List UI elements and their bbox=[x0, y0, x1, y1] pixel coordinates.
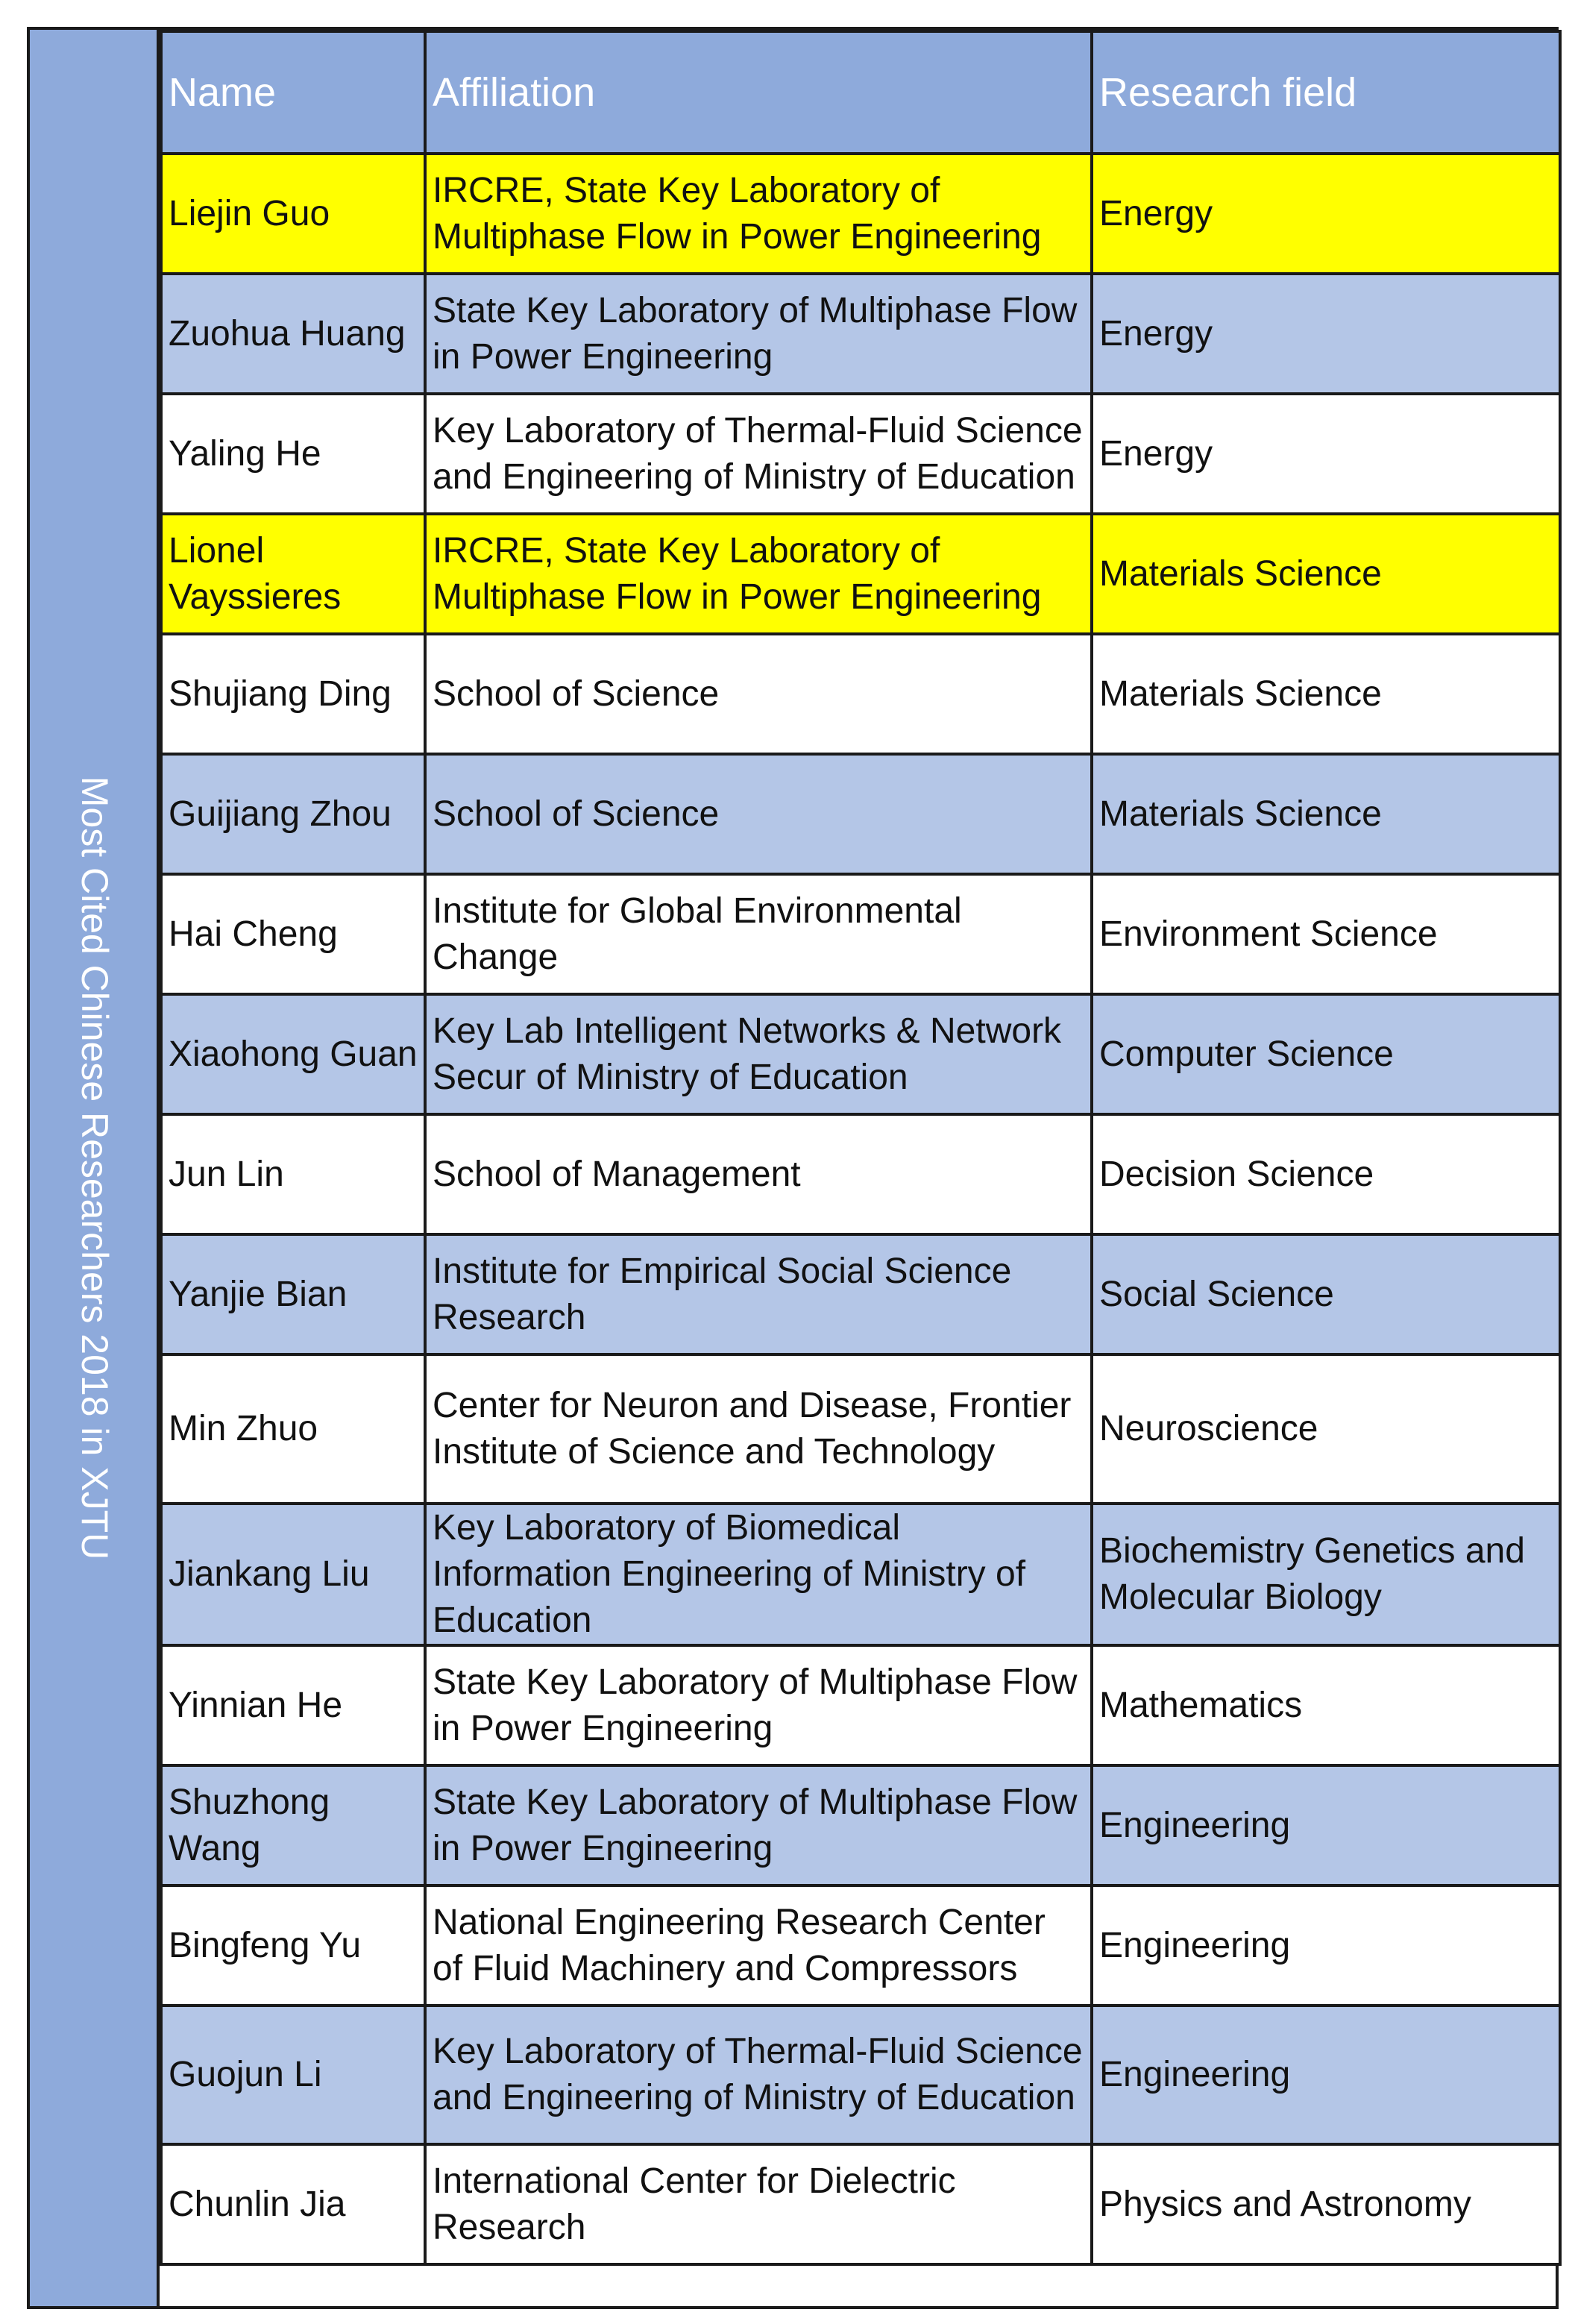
cell-affiliation: Key Laboratory of Biomedical Information Engineering of Ministry of Education bbox=[425, 1504, 1092, 1645]
table-row bbox=[161, 1885, 1560, 2006]
cell-research-field: Neuroscience bbox=[1092, 1354, 1560, 1504]
cell-research-field: Engineering bbox=[1092, 2006, 1560, 2144]
cell-affiliation: School of Science bbox=[425, 754, 1092, 874]
cell-research-field: Computer Science bbox=[1092, 994, 1560, 1114]
cell-research-field: Energy bbox=[1092, 394, 1560, 514]
table-row bbox=[161, 2144, 1560, 2264]
cell-research-field: Mathematics bbox=[1092, 1645, 1560, 1765]
cell-affiliation: Center for Neuron and Disease, Frontier Institute of Science and Technology bbox=[425, 1354, 1092, 1504]
cell-name: Liejin Guo bbox=[161, 154, 425, 274]
header-name: Name bbox=[161, 31, 425, 154]
cell-research-field: Engineering bbox=[1092, 1765, 1560, 1885]
cell-affiliation: Key Laboratory of Thermal-Fluid Science and Engineering of Ministry of Education bbox=[425, 2006, 1092, 2144]
table-row bbox=[161, 634, 1560, 754]
header-row bbox=[161, 31, 1560, 154]
cell-name: Lionel Vayssieres bbox=[161, 514, 425, 634]
cell-name: Yaling He bbox=[161, 394, 425, 514]
table-row bbox=[161, 1234, 1560, 1354]
table-frame bbox=[27, 27, 1559, 2309]
cell-research-field: Environment Science bbox=[1092, 874, 1560, 994]
cell-research-field: Materials Science bbox=[1092, 754, 1560, 874]
cell-name: Shujiang Ding bbox=[161, 634, 425, 754]
table-row bbox=[161, 274, 1560, 394]
cell-name: Xiaohong Guan bbox=[161, 994, 425, 1114]
cell-research-field: Social Science bbox=[1092, 1234, 1560, 1354]
cell-affiliation: School of Science bbox=[425, 634, 1092, 754]
cell-name: Chunlin Jia bbox=[161, 2144, 425, 2264]
cell-affiliation: Key Laboratory of Thermal-Fluid Science and Engineering of Ministry of Education bbox=[425, 394, 1092, 514]
researchers-table bbox=[160, 30, 1562, 2266]
cell-affiliation: State Key Laboratory of Multiphase Flow in Power Engineering bbox=[425, 1645, 1092, 1765]
cell-name: Jun Lin bbox=[161, 1114, 425, 1234]
table-row bbox=[161, 1114, 1560, 1234]
cell-name: Hai Cheng bbox=[161, 874, 425, 994]
cell-affiliation: School of Management bbox=[425, 1114, 1092, 1234]
table-row bbox=[161, 874, 1560, 994]
cell-name: Yanjie Bian bbox=[161, 1234, 425, 1354]
cell-name: Guijiang Zhou bbox=[161, 754, 425, 874]
table-row bbox=[161, 1504, 1560, 1645]
cell-affiliation: Institute for Empirical Social Science Research bbox=[425, 1234, 1092, 1354]
cell-name: Shuzhong Wang bbox=[161, 1765, 425, 1885]
cell-affiliation: International Center for Dielectric Research bbox=[425, 2144, 1092, 2264]
header-affiliation: Affiliation bbox=[425, 31, 1092, 154]
cell-research-field: Energy bbox=[1092, 154, 1560, 274]
cell-name: Guojun Li bbox=[161, 2006, 425, 2144]
cell-affiliation: State Key Laboratory of Multiphase Flow in Power Engineering bbox=[425, 274, 1092, 394]
cell-affiliation: Key Lab Intelligent Networks & Network Secur of Ministry of Education bbox=[425, 994, 1092, 1114]
cell-research-field: Materials Science bbox=[1092, 514, 1560, 634]
cell-research-field: Physics and Astronomy bbox=[1092, 2144, 1560, 2264]
table-row bbox=[161, 994, 1560, 1114]
cell-research-field: Decision Science bbox=[1092, 1114, 1560, 1234]
cell-affiliation: National Engineering Research Center of Fluid Machinery and Compressors bbox=[425, 1885, 1092, 2006]
cell-name: Zuohua Huang bbox=[161, 274, 425, 394]
cell-research-field: Engineering bbox=[1092, 1885, 1560, 2006]
cell-name: Bingfeng Yu bbox=[161, 1885, 425, 2006]
table-row bbox=[161, 394, 1560, 514]
cell-name: Min Zhuo bbox=[161, 1354, 425, 1504]
table-row bbox=[161, 1354, 1560, 1504]
table-row bbox=[161, 2006, 1560, 2144]
cell-research-field: Energy bbox=[1092, 274, 1560, 394]
cell-affiliation: Institute for Global Environmental Change bbox=[425, 874, 1092, 994]
table-row bbox=[161, 1645, 1560, 1765]
table-row bbox=[161, 514, 1560, 634]
side-label-bar bbox=[30, 30, 160, 2306]
cell-research-field: Biochemistry Genetics and Molecular Biology bbox=[1092, 1504, 1560, 1645]
cell-affiliation: IRCRE, State Key Laboratory of Multiphase Flow in Power Engineering bbox=[425, 154, 1092, 274]
cell-name: Jiankang Liu bbox=[161, 1504, 425, 1645]
side-label: Most Cited Chinese Researchers 2018 in XJTU bbox=[74, 776, 116, 1560]
table-row bbox=[161, 1765, 1560, 1885]
header-research-field: Research field bbox=[1092, 31, 1560, 154]
table-row bbox=[161, 754, 1560, 874]
table-row bbox=[161, 154, 1560, 274]
cell-research-field: Materials Science bbox=[1092, 634, 1560, 754]
cell-affiliation: State Key Laboratory of Multiphase Flow in Power Engineering bbox=[425, 1765, 1092, 1885]
cell-affiliation: IRCRE, State Key Laboratory of Multiphase Flow in Power Engineering bbox=[425, 514, 1092, 634]
cell-name: Yinnian He bbox=[161, 1645, 425, 1765]
